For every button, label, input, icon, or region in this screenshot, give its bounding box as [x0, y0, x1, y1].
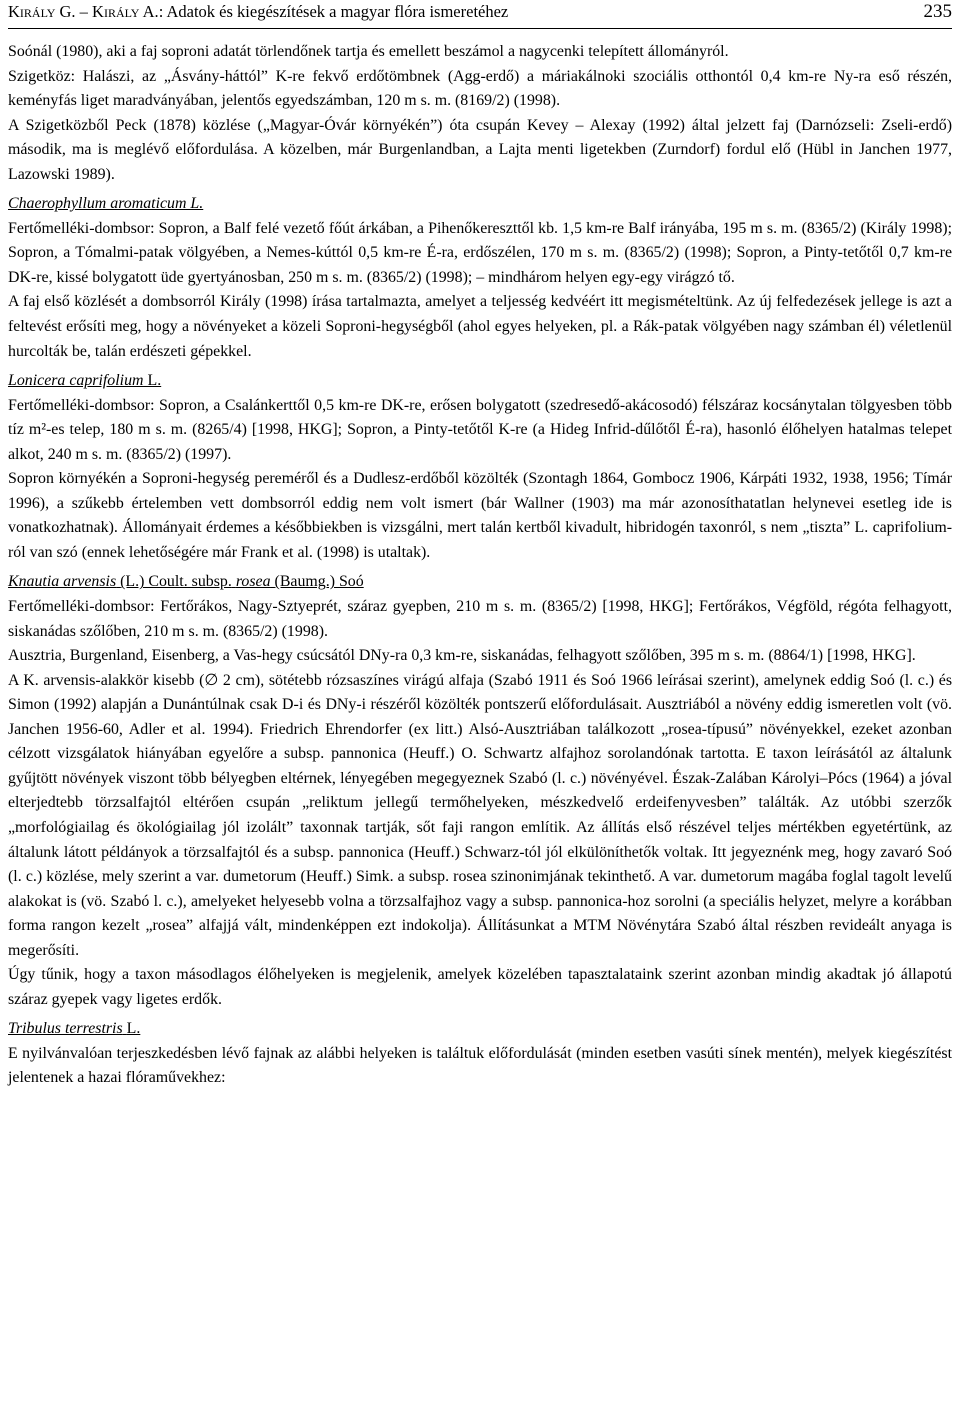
paragraph: Soónál (1980), aki a faj soproni adatát törlendőnek tartja és emellett beszámol a nagycenki telepített állományról.: [8, 43, 729, 60]
page-number: 235: [923, 1, 952, 22]
article-body: [8, 40, 952, 1091]
taxon-heading-lonicera: Lonicera caprifolium L.: [8, 372, 162, 390]
header-author-2: Király A.: [92, 2, 159, 21]
header-separator: –: [75, 2, 93, 21]
running-header: [8, 0, 952, 29]
paragraph: A K. arvensis-alakkör kisebb (∅ 2 cm), sötétebb rózsaszínes virágú alfaja (Szabó 1911 és Soó 1966 leírásai szerint), amelynek eddig Soó (l. c.) és Simon (1992) alapján a Dunántúlnak csak D-i és DNy-i részéről közölték pontszerű előfordulásait. Ausztriából a növény eddig ismeretlen volt (vö. Janchen 1956-60, Adler et al. 1994). Friedrich Ehrendorfer (ex litt.) Alsó-Ausztriában találkozott „rosea-típusú” növényekkel, ezeket azonban célzott vizsgálatok hiányában egyelőre a subsp. pannonica (Heuff.) O. Schwartz alfajhoz sorolandónak tartotta. E taxon leírásától az általunk gyűjtött növények viszont több bélyegben eltérnek, lényegében megegyeznek Szabó (l. c.) növényével. Észak-Zalában Károlyi–Pócs (1964) a jóval elterjedtebb törzsalfajtól eltérően csupán „reliktum jellegű termőhelyeken, mészkedvelő erdeifenyvesben” találták. Az utóbbi szerzők „morfológiailag és ökológiailag jól izolált” taxonnak tartják, sőt faji rangon említik. Az állítás első részével teljes mértékben egyetértünk, az általunk látott példányok a törzsalfajtól és a subsp. pannonica (Heuff.) Schwarz-tól jól elkülöníthetők voltak. Itt jegyeznénk meg, hogy zavaró Soó (l. c.) közlése, mely szerint a var. dumetorum (Heuff.) Simk. a subsp. rosea szinonimjának tekinthető. A var. dumetorum magába foglal tagolt levelű alakokat is (vö. Szabó l. c.), amelyeket helyesebb volna a törzsalfajhoz vagy a subsp. pannonica-hoz sorolni (a speciális helyzet, melyre a korábban forma rangon kezelt „rosea” alfajjá vált, mindenképpen ezt indokolja). Állításunkat a MTM Növénytára Szabó által részben revideált anyaga is megerősíti.: [8, 671, 952, 959]
paragraph: A Szigetközből Peck (1878) közlése („Magyar-Óvár környékén”) óta csupán Kevey – Alexay (1992) által jelzett faj (Darnózseli: Zseli-erdő) második, ma is meglévő előfordulása. A közelben, már Burgenlandban, a Lajta menti ligetekben (Zurndorf) fordul elő (Hübl in Janchen 1977, Lazowski 1989).: [8, 116, 952, 183]
paragraph: Úgy tűnik, hogy a taxon másodlagos élőhelyeken is megjelenik, amelyek közelében tapasztalataink szerint azonban mindig akadtak jó állapotú száraz gyepek vagy ligetes erdők.: [8, 966, 952, 1008]
taxon-heading-tribulus: Tribulus terrestris L.: [8, 1020, 141, 1038]
paragraph: Fertőmelléki-dombsor: Fertőrákos, Nagy-Sztyeprét, száraz gyepben, 210 m s. m. (8365/2) [1998, HKG]; Fertőrákos, Végföld, régóta felhagyott, siskanádas szőlőben, 210 m s. m. (8365/2) (1998).: [8, 598, 952, 640]
paragraph: E nyilvánvalóan terjeszkedésben lévő fajnak az alábbi helyeken is találtuk előfordulását (minden esetben vasúti sínek mentén), melyek kiegészítést jelentenek a hazai flóraművekhez:: [8, 1044, 952, 1087]
paragraph: Sopron környékén a Soproni-hegység pereméről és a Dudlesz-erdőből közölték (Szontagh 1864, Gombocz 1906, Kárpáti 1932, 1938, 1956; Tímár 1996), a szűkebb értelemben vett dombsorról eddig nem volt ismert (bár Wallner (1903) ma már azonosíthatatlan helynevei esetleg ide is vonatkozhatnak). Állományait érdemes a későbbiekben is vizsgálni, mert talán kertből kivadult, hibridogén taxonról, s nem „tiszta” L. caprifolium-ról van szó (ennek lehetőségére már Frank et al. (1998) is utaltak).: [8, 470, 952, 561]
paragraph: Szigetköz: Halászi, az „Ásvány-háttól” K-re fekvő erdőtömbnek (Agg-erdő) a máriakálnoki szociális otthontól 0,4 km-re Ny-ra eső részén, keményfás liget maradványában, jelentős egyedszámban, 120 m s. m. (8169/2) (1998).: [8, 67, 952, 110]
paragraph: A faj első közlését a dombsorról Király (1998) írása tartalmazta, amelyet a teljesség kedvéért itt megismételtünk. Az új felfedezések jellege is azt a feltevést erősíti meg, hogy a növényeket a közeli Soproni-hegységből (ahol egyes helyeken, pl. a Rák-patak völgyében nagy számban él) véletlenül hurcolták be, talán erdészeti gépekkel.: [8, 293, 952, 360]
paragraph: Fertőmelléki-dombsor: Sopron, a Balf felé vezető főút árkában, a Pihenőkereszttől kb. 1,5 km-re Balf irányába, 195 m s. m. (8365/2) (Király 1998); Sopron, a Tómalmi-patak völgyében, a Nemes-kúttól 0,5 km-re É-ra, erdőszélen, 170 m s. m. (8365/2) (1998); Sopron, a Pinty-tetőtől 0,7 km-re DK-re, kissé bolygatott üde gyertyánosban, 250 m s. m. (8365/2) (1998); – mindhárom helyen egy-egy virágzó tő.: [8, 219, 952, 286]
paragraph: Fertőmelléki-dombsor: Sopron, a Csalánkerttől 0,5 km-re DK-re, erősen bolygatott (szedresedő-akácosodó) félszáraz kocsánytalan tölgyesben több tíz m²-es telep, 180 m s. m. (8265/4) [1998, HKG]; Sopron, a Pinty-tetőtől K-re (a Hideg Infrid-dűlőtől É-ra), hasonló élőhelyen hatalmas telepet alkot, 240 m s. m. (8365/2) (1997).: [8, 396, 952, 463]
header-title-text: : Adatok és kiegészítések a magyar flóra ismeretéhez: [158, 2, 509, 21]
taxon-heading-chaerophyllum: Chaerophyllum aromaticum L.: [8, 195, 204, 213]
header-title: [8, 2, 508, 22]
paragraph: Ausztria, Burgenland, Eisenberg, a Vas-hegy csúcsától DNy-ra 0,3 km-re, siskanádas, felhagyott szőlőben, 395 m s. m. (8864/1) [1998, HKG].: [8, 647, 916, 665]
header-author-1: Király G.: [8, 2, 76, 21]
taxon-heading-knautia: Knautia arvensis (L.) Coult. subsp. rosea (Baumg.) Soó: [8, 573, 364, 591]
